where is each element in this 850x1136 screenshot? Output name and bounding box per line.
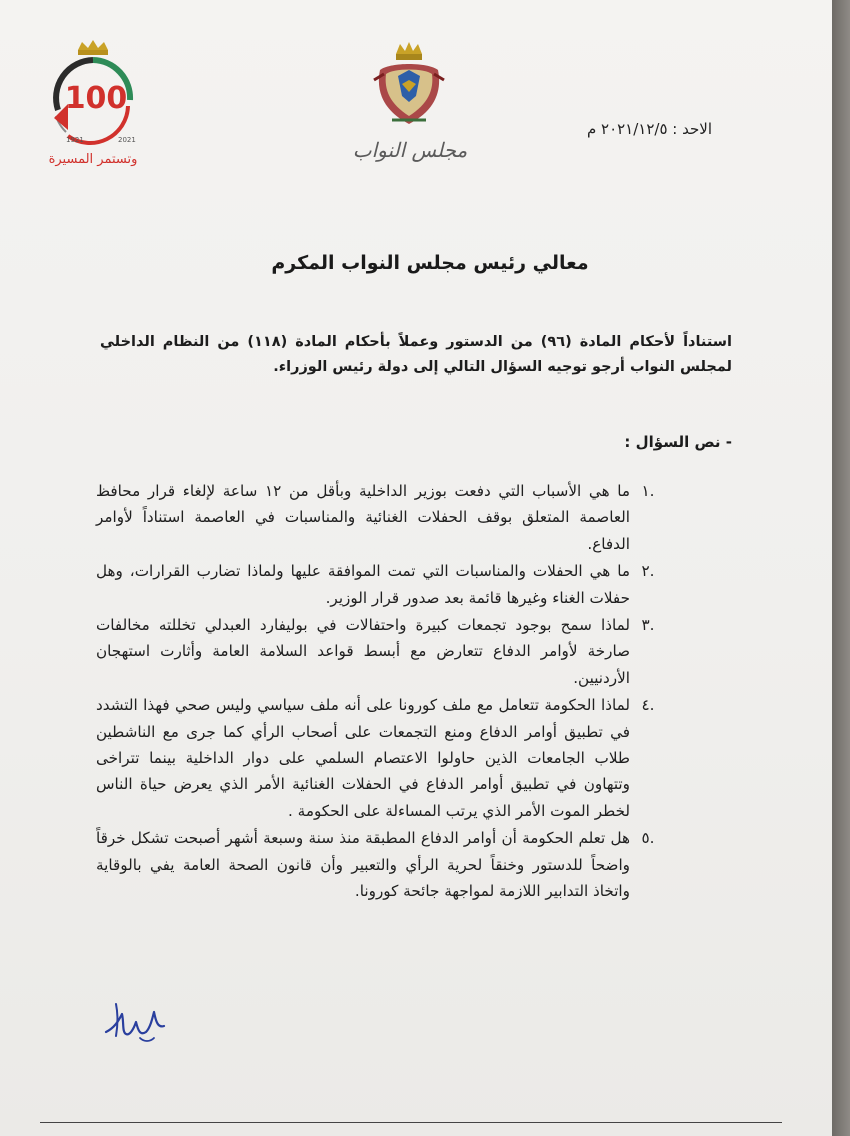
centenary-caption: وتستمر المسيرة <box>48 152 138 167</box>
question-text: ما هي الأسباب التي دفعت بوزير الداخلية وبأقل من ١٢ ساعة لإلغاء قرار محافظ العاصمة المتعلق بوقف الحفلات الغنائية والمناسبات في العاصمة استناداً لأوامر الدفاع. <box>96 482 630 553</box>
question-item <box>96 612 666 691</box>
questions-list <box>96 478 666 906</box>
question-number: .٥ <box>641 829 655 848</box>
centenary-start-year: 1921 <box>66 136 84 144</box>
questions-heading: - نص السؤال : <box>624 433 732 451</box>
question-item <box>96 825 666 904</box>
question-number: .٤ <box>641 696 655 715</box>
intro-paragraph: استناداً لأحكام المادة (٩٦) من الدستور وعملاً بأحكام المادة (١١٨) من النظام الداخلي لمجلس النواب أرجو توجيه السؤال التالي إلى دولة رئيس الوزراء. <box>100 334 732 375</box>
question-text: هل تعلم الحكومة أن أوامر الدفاع المطبقة منذ سنة وسبعة أشهر أصبحت تشكل خرقاً واضحاً للدستور وخنقاً لحرية الرأي والتعبير وأن قانون الصحة العامة يفي بالوقاية واتخاذ التدابير اللازمة لمواجهة جائحة كورونا. <box>96 829 630 901</box>
centenary-end-year: 2021 <box>118 136 136 144</box>
letter-date: الاحد : ٢٠٢١/١٢/٥ م <box>586 120 712 138</box>
question-number: .١ <box>641 482 655 500</box>
centenary-number: 100 <box>64 81 128 116</box>
council-name: مجلس النواب <box>352 138 468 162</box>
footer-rule <box>40 1122 782 1123</box>
question-text: لماذا الحكومة تتعامل مع ملف كورونا على أنه ملف سياسي وليس صحي فهذا التشدد في تطبيق أوامر الدفاع ومنع التجمعات على أصحاب الرأي كما جرى مع الناشطين طلاب الجامعات الذين حاولوا الاعتصام السلمي على دوار الداخلية بينما تتراخى وتتهاون في تطبيق أوامر الدفاع في الحفلات الغنائية الأمر الذي يعرض حياة الناس لخطر الموت الأمر الذي يرتب المساءلة على الحكومة . <box>96 696 630 820</box>
question-number: .٢ <box>641 562 655 581</box>
centenary-100-icon <box>38 40 148 150</box>
question-text: ما هي الحفلات والمناسبات التي تمت الموافقة عليها ولماذا تضارب القرارات، وهل حفلات الغناء وغيرها قائمة بعد صدور قرار الوزير. <box>96 562 630 607</box>
jordan-crest-icon <box>372 40 446 130</box>
page-edge-shadow <box>832 0 850 1136</box>
question-item <box>96 478 666 557</box>
handwritten-signature <box>100 992 170 1052</box>
question-text: لماذا سمح بوجود تجمعات كبيرة واحتفالات في بوليفارد العبدلي تخللته مخالفات صارخة لأوامر الدفاع تتعارض مع أبسط قواعد السلامة العامة وأثارت استهجان الأردنيين. <box>96 616 630 687</box>
question-item <box>96 558 666 611</box>
salutation: معالي رئيس مجلس النواب المكرم <box>271 252 589 274</box>
question-number: .٣ <box>641 616 655 635</box>
question-item <box>96 692 666 824</box>
centenary-logo <box>38 40 148 176</box>
